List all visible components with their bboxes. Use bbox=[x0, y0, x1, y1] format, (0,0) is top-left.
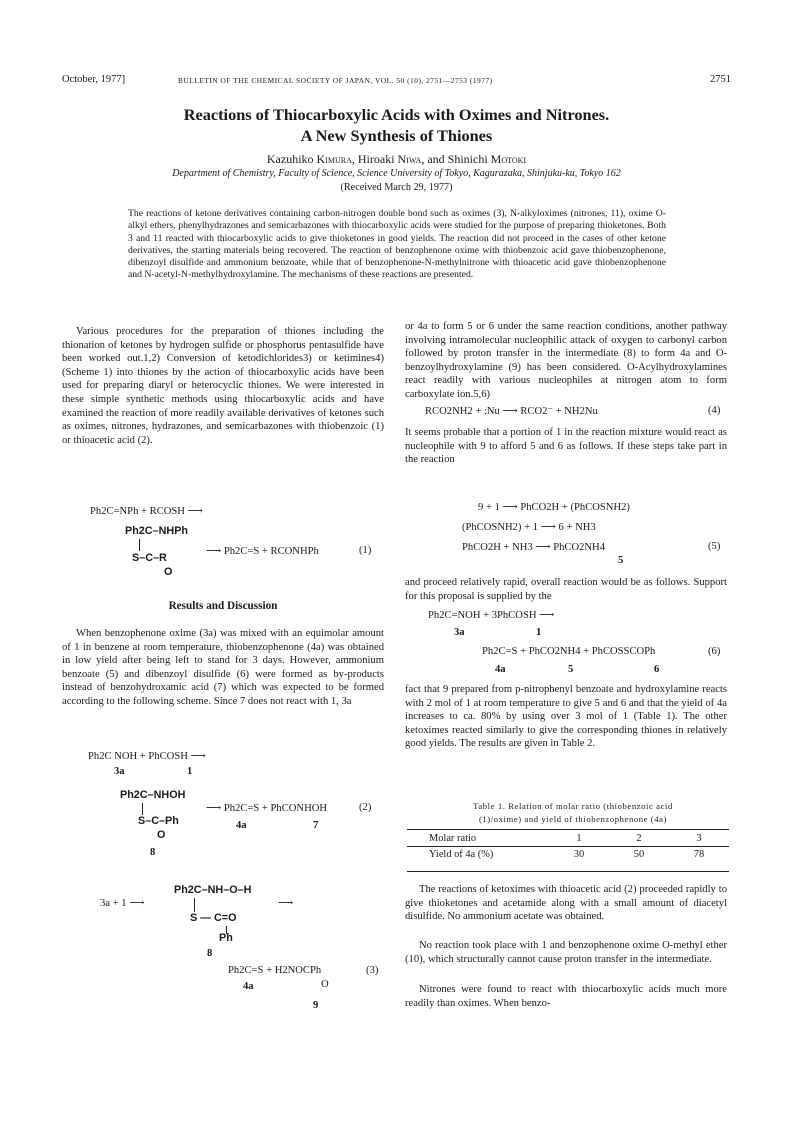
eq3-arrow: ⟶ bbox=[278, 898, 294, 909]
abstract: The reactions of ketone derivatives containing carbon-nitrogen double bond such as oximes (3), N-alkyloximes (nitrones, 11), oxime O-alkyl ethers, phenylhydrazones and semicarbazones with thiocarboxylic acids were studied for the purpose of preparing thioketones. Both 3 and 11 reacted with thiocarboxylic acids to give thioketones in good yields. The reaction did not proceed in the cases of other ketone derivatives, the starting materials being recovered. The reaction of benzophenone oxime with thiobenzoic acid gave thiobenzophenone, dibenzoyl disulfide and ammonium benzoate, while that of benzophenone-N-methylnitrone with thioacetic acid gave thiobenzophenone and N-acetyl-N-methylhydroxylamine. The mechanisms of these reactions are presented. bbox=[128, 208, 666, 281]
affiliation: Department of Chemistry, Faculty of Science, Science University of Tokyo, Kagurazaka, Shinjuku-ku, Tokyo 162 bbox=[172, 168, 621, 179]
right-paragraph-6: No reaction took place with 1 and benzophenone oxime O-methyl ether (10), which structurally cannot cause proton transfer in the intermediate. bbox=[405, 940, 727, 965]
eq3-oxygen: O bbox=[321, 979, 329, 990]
eq4-number: (4) bbox=[708, 405, 721, 416]
table1-caption-line2: (1)/oxime) and yield of thiobenzophenone (4a) bbox=[478, 814, 668, 824]
eq3-bond-left bbox=[194, 898, 195, 912]
eq3-label-9: 9 bbox=[313, 1000, 319, 1011]
right-paragraph-5: The reactions of ketoximes with thioacetic acid (2) proceeded rapidly to give thioketones and acetamide along with a small amount of diacetyl disulfide. No ammonium acetate was obtained. bbox=[405, 884, 727, 923]
results-paragraph: When benzophenone oxime (3a) was mixed with an equimolar amount of 1 in benzene at room temperature, thiobenzophenone (4a) was obtained in low yield after being left to stand for 3 days. However, ammonium benzoate (5) and dibenzoyl disulfide (6) were formed as by-products instead of benzohydroxamic acid (7) which was expected to be formed according to the following scheme. Since 7 does not react with 1, 3a bbox=[62, 628, 384, 707]
received-date: (Received March 29, 1977) bbox=[340, 182, 453, 193]
table-cell: 3 bbox=[696, 833, 702, 844]
scheme1-bond bbox=[139, 539, 140, 551]
table-cell: 1 bbox=[576, 833, 582, 844]
eq3-intermediate-mid: S — C=O bbox=[190, 912, 237, 924]
eq3-number: (3) bbox=[366, 965, 379, 976]
eq6-label-3a: 3a bbox=[454, 627, 465, 638]
right-paragraph-4: fact that 9 prepared from p-nitrophenyl benzoate and hydroxylamine reacts with 2 mol of 1 at room temperature to give 5 and 6 and that the yield of 4a increases to ca. 80% by using over 3 mol of 1 (Table 1). The other ketoximes reacted similarly to give the corresponding thiones in relatively good yields. The results are given in Table 2. bbox=[405, 684, 727, 750]
author2-first: Hiroaki bbox=[357, 152, 398, 166]
eq5-label-5: 5 bbox=[618, 555, 624, 566]
eq3-label-8: 8 bbox=[207, 948, 213, 959]
eq2-reactants: Ph2C NOH + PhCOSH ⟶ bbox=[88, 751, 206, 762]
eq2-oxygen: O bbox=[157, 829, 166, 841]
table-cell: 30 bbox=[573, 849, 585, 860]
eq3-phenyl: Ph bbox=[219, 932, 233, 944]
eq6-label-1: 1 bbox=[536, 627, 542, 638]
eq4: RCO2NH2 + :Nu ⟶ RCO2⁻ + NH2Nu bbox=[425, 406, 598, 417]
eq6-label-4a: 4a bbox=[495, 664, 506, 675]
eq2-label-4a: 4a bbox=[236, 820, 247, 831]
table-cell: 50 bbox=[633, 849, 645, 860]
author1-last: Kimura bbox=[316, 152, 352, 166]
eq5-line-a: 9 + 1 ⟶ PhCO2H + (PhCOSNH2) bbox=[478, 502, 630, 513]
table1-caption-line1: Table 1. Relation of molar ratio (thiobenzoic acid bbox=[473, 801, 673, 811]
eq2-bond bbox=[142, 803, 143, 815]
eq3-label-4a: 4a bbox=[243, 981, 254, 992]
eq6-label-5: 5 bbox=[568, 664, 574, 675]
authors: Kazuhiko Kimura, Hiroaki Niwa, and Shinichi Motoki bbox=[266, 152, 527, 166]
eq2-label-7: 7 bbox=[313, 820, 319, 831]
scheme1-intermediate-top: Ph2C–NHPh bbox=[125, 525, 188, 537]
eq2-intermediate-mid: S–C–Ph bbox=[138, 815, 179, 827]
eq6-reactants: Ph2C=NOH + 3PhCOSH ⟶ bbox=[428, 610, 555, 621]
author1-first: Kazuhiko bbox=[266, 152, 317, 166]
eq2-products: ⟶ Ph2C=S + PhCONHOH bbox=[206, 803, 328, 814]
eq6-label-6: 6 bbox=[654, 664, 660, 675]
right-paragraph-2: It seems probable that a portion of 1 in the reaction mixture would react as nucleophile with 9 to afford 5 and 6 as follows. If these steps take part in the reaction bbox=[405, 427, 727, 466]
eq3-intermediate-top: Ph2C–NH–O–H bbox=[174, 884, 252, 896]
right-paragraph-1: or 4a to form 5 or 6 under the same reaction conditions, another pathway involving intramolecular nucleophilic attack of oxygen to carbonyl carbon followed by proton transfer in the intermediate (8) to form 4a and O-benzoylhydroxylamine (9) has been considered. O-Acylhydroxylamines react readily with various nucleophiles at nitrogen atom to form carboxylate ion.5,6) bbox=[405, 321, 727, 400]
scheme1-products: ⟶ Ph2C=S + RCONHPh bbox=[206, 546, 319, 557]
eq2-label-3a: 3a bbox=[114, 766, 125, 777]
table-cell: Molar ratio bbox=[429, 833, 477, 844]
eq6-number: (6) bbox=[708, 646, 721, 657]
eq3-reactants: 3a + 1 ⟶ bbox=[100, 898, 145, 909]
header-page-number: 2751 bbox=[710, 74, 731, 85]
table-cell: 2 bbox=[636, 833, 642, 844]
header-date: October, 1977] bbox=[62, 74, 126, 85]
eq5-number: (5) bbox=[708, 541, 721, 552]
eq5-line-c: PhCO2H + NH3 ⟶ PhCO2NH4 bbox=[462, 542, 606, 553]
author2-last: Niwa bbox=[397, 152, 422, 166]
scheme1-reactants: Ph2C=NPh + RCOSH ⟶ bbox=[90, 506, 203, 517]
table1 bbox=[407, 831, 729, 862]
eq2-number: (2) bbox=[359, 802, 372, 813]
table-row bbox=[407, 831, 729, 847]
right-paragraph-3: and proceed relatively rapid, overall reaction would be as follows. Support for this proposal is supplied by the bbox=[405, 577, 727, 602]
scheme1-number: (1) bbox=[359, 545, 372, 556]
table1-rule-bottom bbox=[407, 871, 729, 872]
eq2-label-8: 8 bbox=[150, 847, 156, 858]
table-row bbox=[407, 847, 729, 863]
author3-first: Shinichi bbox=[447, 152, 491, 166]
section-heading: Results and Discussion bbox=[168, 600, 278, 612]
eq5-line-b: (PhCOSNH2) + 1 ⟶ 6 + NH3 bbox=[462, 522, 596, 533]
author3-last: Motoki bbox=[490, 152, 527, 166]
header-journal: BULLETIN OF THE CHEMICAL SOCIETY OF JAPAN, VOL. 50 (10), 2751—2753 (1977) bbox=[178, 76, 493, 85]
eq6-products: Ph2C=S + PhCO2NH4 + PhCOSSCOPh bbox=[482, 646, 656, 657]
right-paragraph-7: Nitrones were found to react with thiocarboxylic acids much more readily than oximes. When benzo- bbox=[405, 984, 727, 1009]
intro-paragraph: Various procedures for the preparation of thiones including the thionation of ketones by hydrogen sulfide or phosphorus pentasulfide have been worked out.1,2) Conversion of ketodichlorides3) or ketimines4) (Scheme 1) into thiones by the action of thiocarboxylic acids have been used for preparing diaryl or heterocyclic thiones. We were interested in these simple synthetic methods using thiocarboxylic acids and have examined the reaction of more readily available derivatives of ketones such as oximes, nitrones, hydrazones, and semicarbazones with thiobenzoic (1) or thioacetic acid (2). bbox=[62, 326, 384, 446]
table-cell: 78 bbox=[693, 849, 705, 860]
paper-title-line2: A New Synthesis of Thiones bbox=[300, 126, 493, 145]
eq3-products: Ph2C=S + H2NOCPh bbox=[228, 965, 322, 976]
table1-rule-top bbox=[407, 829, 729, 830]
eq2-label-1: 1 bbox=[187, 766, 193, 777]
paper-title-line1: Reactions of Thiocarboxylic Acids with Oximes and Nitrones. bbox=[183, 105, 610, 124]
scheme1-oxygen: O bbox=[164, 566, 173, 578]
eq2-intermediate-top: Ph2C–NHOH bbox=[120, 789, 186, 801]
table-cell: Yield of 4a (%) bbox=[429, 849, 494, 860]
scheme1-intermediate-mid: S–C–R bbox=[132, 552, 167, 564]
author-sep: , and bbox=[421, 152, 448, 166]
